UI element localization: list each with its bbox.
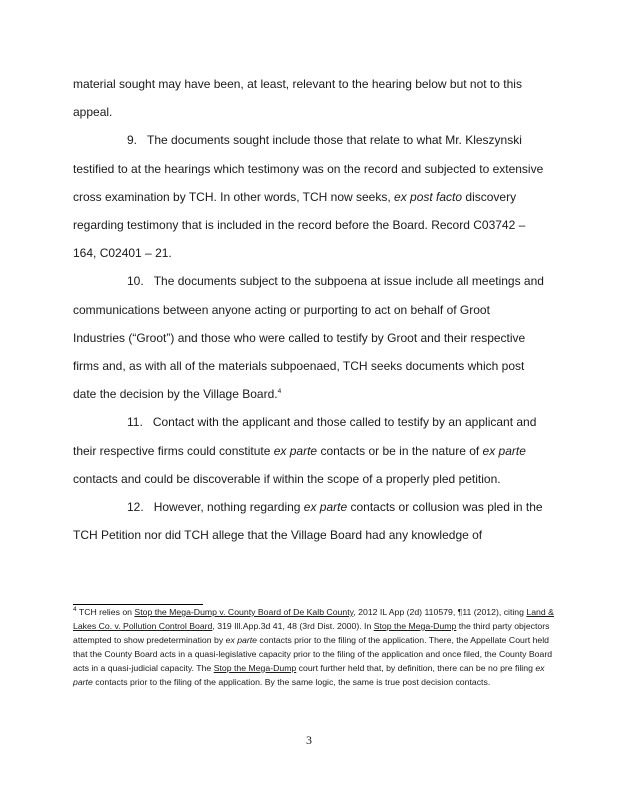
continuation-paragraph: material sought may have been, at least, relevant to the hearing below but not to this appeal. <box>73 77 522 120</box>
latin-phrase: ex post facto <box>394 189 463 204</box>
footnote-separator <box>73 604 203 605</box>
page-number: 3 <box>306 733 312 747</box>
paragraph-number: 10. <box>127 274 144 289</box>
paragraph-number: 11. <box>127 415 143 430</box>
latin-phrase: ex parte <box>273 443 318 458</box>
paragraph-text: Contact with the applicant and those called to testify by an applicant and their respective firms could constitute <box>73 415 537 458</box>
paragraph-text: However, nothing regarding <box>153 500 304 515</box>
latin-phrase: ex parte <box>225 634 257 645</box>
latin-phrase: ex parte <box>73 662 545 687</box>
paragraph-11 <box>73 408 545 493</box>
footnote-text: TCH relies on <box>76 607 135 617</box>
paragraph-text: The documents subject to the subpoena at issue include all meetings and communications between anyone acting or purporting to act on behalf of Groot Industries (“Groot”) and those who were called to testify by Groot and their respective firms and, as with all of the materials subpoenaed, TCH seeks documents which post date the decision by the Village Board. <box>73 274 544 402</box>
footnote-reference[interactable]: 4 <box>277 388 282 396</box>
case-citation: Stop the Mega-Dump <box>213 662 297 673</box>
latin-phrase: ex parte <box>303 500 348 515</box>
footnote-4 <box>73 606 561 689</box>
footnote-text: , 319 Ill.App.3d 41, 48 (3rd Dist. 2000). In <box>212 620 374 631</box>
case-citation: Stop the Mega-Dump v. County Board of De Kalb County <box>134 607 354 617</box>
paragraph-text: contacts and could be discoverable if within the scope of a properly pled petition. <box>73 471 501 486</box>
case-citation: Stop the Mega-Dump <box>373 620 457 631</box>
body-text <box>73 70 545 549</box>
paragraph-text: contacts or be in the nature of <box>317 443 483 458</box>
paragraph-9 <box>73 126 545 267</box>
paragraph-text: The documents sought include those that relate to what Mr. Kleszynski testified to at the hearings which testimony was on the record and subjected to extensive cross examination by TCH. In other words, TCH now seeks, <box>73 133 544 204</box>
paragraph-number: 12. <box>127 500 144 515</box>
footnote-text: contacts prior to the filing of the application. By the same logic, the same is true post decision contacts. <box>92 676 491 687</box>
paragraph-10 <box>73 267 545 408</box>
footnote-text: contacts prior to the filing of the application. There, the Appellate Court held that the County Board acts in a quasi-legislative capacity prior to the filing of the application and once filed, the County Board acts in a quasi-judicial capacity. The <box>73 634 553 673</box>
footnote-text: , 2012 IL App (2d) 110579, ¶11 (2012), citing <box>353 607 527 617</box>
paragraph-text: contacts or collusion was pled in the TCH Petition nor did TCH allege that the Village Board had any knowledge of <box>73 500 543 543</box>
case-citation: Land & Lakes Co. v. Pollution Control Board <box>73 607 554 631</box>
footnote-marker: 4 <box>73 606 77 614</box>
footnote-text: the third party objectors attempted to show predetermination by <box>73 620 550 645</box>
paragraph-12 <box>73 493 545 549</box>
footnote-text: court further held that, by definition, there can be no pre filing <box>296 662 536 673</box>
paragraph-number: 9. <box>127 133 138 148</box>
latin-phrase: ex parte <box>482 443 526 458</box>
paragraph-text: discovery regarding testimony that is included in the record before the Board. Record C03742 – 164, C02401 – 21. <box>73 189 526 261</box>
